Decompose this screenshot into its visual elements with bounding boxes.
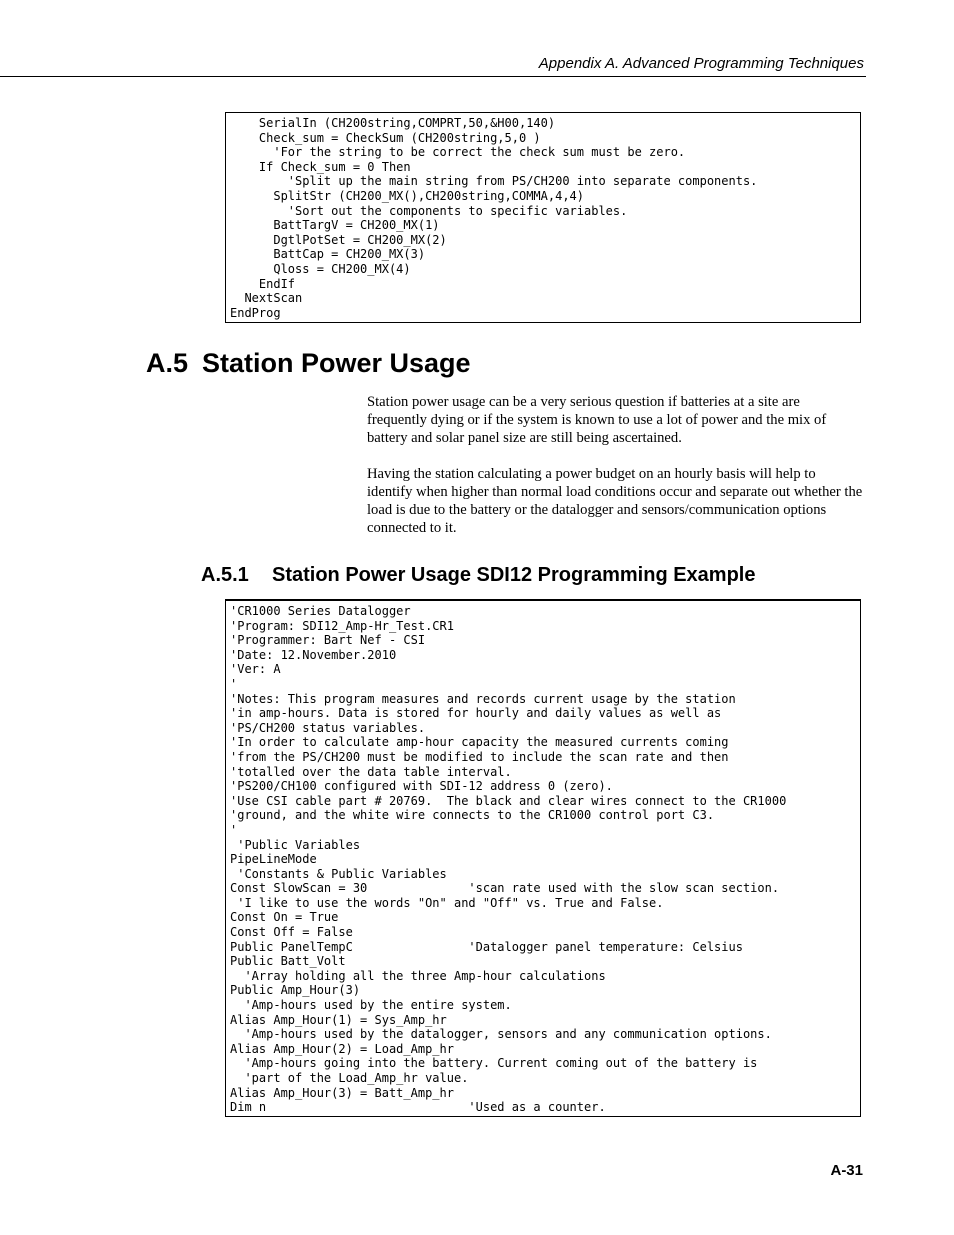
code-line: Alias Amp_Hour(1) = Sys_Amp_hr bbox=[230, 1012, 447, 1027]
code-line: 'Array holding all the three Amp-hour calculations bbox=[230, 968, 606, 983]
code-line: 'ground, and the white wire connects to the CR1000 control port C3. bbox=[230, 808, 715, 823]
code-line: Public Batt_Volt bbox=[230, 954, 346, 969]
running-header: Appendix A. Advanced Programming Techniques bbox=[538, 55, 864, 72]
code-line: 'PS200/CH100 configured with SDI-12 address 0 (zero). bbox=[230, 779, 613, 794]
code-block-bottom bbox=[225, 599, 861, 1117]
code-line: 'Program: SDI12_Amp-Hr_Test.CR1 bbox=[230, 618, 454, 633]
code-line: 'in amp-hours. Data is stored for hourly and daily values as well as bbox=[230, 706, 722, 721]
code-line: 'Date: 12.November.2010 bbox=[230, 647, 397, 662]
code-line: 'Use CSI cable part # 20769. The black and clear wires connect to the CR1000 bbox=[230, 793, 787, 808]
code-line: Dim n 'Used as a counter. bbox=[230, 1100, 606, 1115]
code-line: 'Programmer: Bart Nef - CSI bbox=[230, 633, 426, 648]
code-line: 'Split up the main string from PS/CH200 into separate components. bbox=[230, 174, 758, 189]
section-title: Station Power Usage bbox=[202, 348, 471, 378]
code-line: 'from the PS/CH200 must be modified to include the scan rate and then bbox=[230, 749, 729, 764]
subsection-heading bbox=[201, 564, 755, 587]
code-line: ' bbox=[230, 676, 238, 691]
code-line: Const Off = False bbox=[230, 925, 353, 940]
page-number: A-31 bbox=[830, 1162, 863, 1179]
code-line: Const SlowScan = 30 'scan rate used with the slow scan section. bbox=[230, 881, 780, 896]
code-line: NextScan bbox=[230, 291, 303, 306]
code-line: SplitStr (CH200_MX(),CH200string,COMMA,4,4) bbox=[230, 188, 585, 203]
code-line: 'PS/CH200 status variables. bbox=[230, 720, 426, 735]
code-line: ' bbox=[230, 822, 238, 837]
code-line: Public Amp_Hour(3) bbox=[230, 983, 361, 998]
code-line: 'Constants & Public Variables bbox=[230, 866, 447, 881]
code-line: Const On = True bbox=[230, 910, 339, 925]
section-number: A.5 bbox=[146, 348, 189, 378]
code-line: 'Notes: This program measures and records current usage by the station bbox=[230, 691, 736, 706]
code-line: 'Amp-hours used by the entire system. bbox=[230, 998, 512, 1013]
code-line: DgtlPotSet = CH200_MX(2) bbox=[230, 232, 447, 247]
code-block-top bbox=[225, 112, 861, 323]
code-line: 'totalled over the data table interval. bbox=[230, 764, 512, 779]
code-line: Public PanelTempC 'Datalogger panel temperature: Celsius bbox=[230, 939, 743, 954]
code-line: Alias Amp_Hour(2) = Load_Amp_hr bbox=[230, 1041, 454, 1056]
code-line: BattTargV = CH200_MX(1) bbox=[230, 218, 440, 233]
code-line: 'Public Variables bbox=[230, 837, 361, 852]
paragraph-2: Having the station calculating a power budget on an hourly basis will help to identify when higher than normal load conditions occur and separate out whether the load is due to the battery or the datalogger and sensors/communication options connected to it. bbox=[367, 466, 863, 536]
code-line: If Check_sum = 0 Then bbox=[230, 159, 411, 174]
code-line: Alias Amp_Hour(3) = Batt_Amp_hr bbox=[230, 1085, 454, 1100]
code-line: EndIf bbox=[230, 276, 296, 291]
code-line: 'Sort out the components to specific variables. bbox=[230, 203, 628, 218]
header-rule bbox=[0, 76, 866, 77]
code-line: 'CR1000 Series Datalogger bbox=[230, 604, 411, 618]
code-line: SerialIn (CH200string,COMPRT,50,&H00,140) bbox=[230, 116, 556, 130]
code-line: 'In order to calculate amp-hour capacity the measured currents coming bbox=[230, 735, 729, 750]
code-line: 'Amp-hours used by the datalogger, sensors and any communication options. bbox=[230, 1027, 772, 1042]
subsection-number: A.5.1 bbox=[201, 564, 249, 586]
code-line: EndProg bbox=[230, 305, 281, 320]
code-line: 'I like to use the words "On" and "Off" vs. True and False. bbox=[230, 895, 664, 910]
code-line: 'For the string to be correct the check sum must be zero. bbox=[230, 145, 686, 160]
code-line: BattCap = CH200_MX(3) bbox=[230, 247, 426, 262]
paragraph-1: Station power usage can be a very serious question if batteries at a site are frequently dying or if the system is known to use a lot of power and the mix of battery and solar panel size are still being ascertained. bbox=[367, 394, 827, 446]
code-line: 'Ver: A bbox=[230, 662, 281, 677]
code-line: Qloss = CH200_MX(4) bbox=[230, 261, 411, 276]
code-line: 'part of the Load_Amp_hr value. bbox=[230, 1071, 469, 1085]
subsection-title: Station Power Usage SDI12 Programming Example bbox=[272, 564, 756, 586]
section-heading bbox=[146, 348, 471, 379]
code-line: PipeLineMode bbox=[230, 852, 317, 867]
code-line: Check_sum = CheckSum (CH200string,5,0 ) bbox=[230, 130, 541, 145]
code-line: 'Amp-hours going into the battery. Current coming out of the battery is bbox=[230, 1056, 758, 1071]
